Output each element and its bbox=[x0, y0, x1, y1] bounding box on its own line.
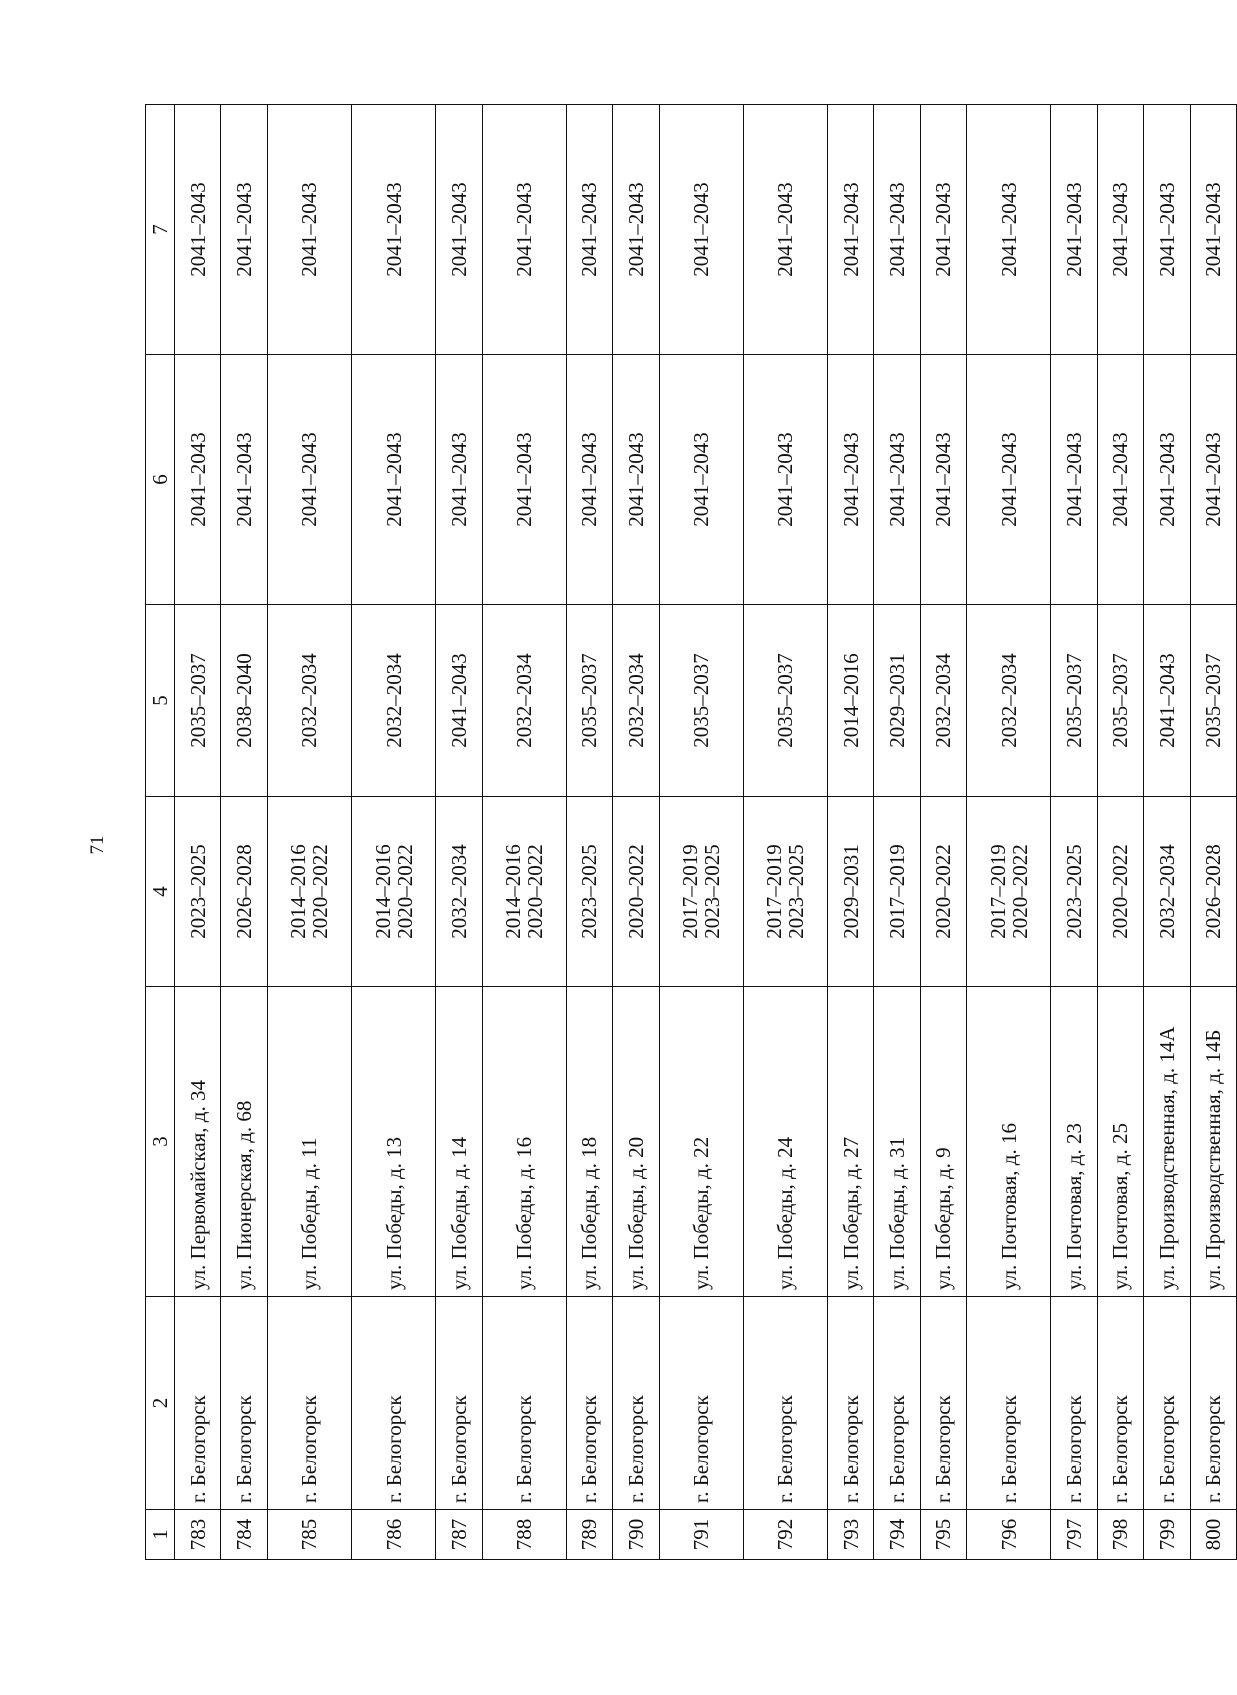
table-row bbox=[221, 105, 267, 1560]
city-cell: г. Белогорск bbox=[920, 1297, 966, 1510]
period-col5-cell: 2041–2043 bbox=[436, 605, 482, 797]
period-col7-cell: 2041–2043 bbox=[743, 105, 827, 355]
period-col6-cell: 2041–2043 bbox=[436, 355, 482, 605]
period-col4-cell bbox=[1051, 797, 1097, 987]
table-row bbox=[1051, 105, 1097, 1560]
city-cell: г. Белогорск bbox=[967, 1297, 1051, 1510]
address-cell: ул. Победы, д. 18 bbox=[566, 987, 612, 1297]
period-col6-cell: 2041–2043 bbox=[482, 355, 566, 605]
table-row bbox=[659, 105, 743, 1560]
period-col4-cell bbox=[967, 797, 1051, 987]
row-number-cell: 797 bbox=[1051, 1510, 1097, 1560]
row-number-cell: 798 bbox=[1097, 1510, 1143, 1560]
period-col4-cell bbox=[659, 797, 743, 987]
period-col4-cell bbox=[1144, 797, 1190, 987]
period-col6-cell: 2041–2043 bbox=[920, 355, 966, 605]
address-cell: ул. Победы, д. 11 bbox=[267, 987, 351, 1297]
row-number-cell: 790 bbox=[613, 1510, 659, 1560]
table-row bbox=[743, 105, 827, 1560]
period-line: 2026–2028 bbox=[1201, 844, 1226, 939]
address-cell: ул. Почтовая, д. 23 bbox=[1051, 987, 1097, 1297]
period-col4-cell bbox=[351, 797, 435, 987]
period-line: 2023–2025 bbox=[700, 844, 725, 939]
period-line: 2026–2028 bbox=[232, 844, 257, 939]
city-cell: г. Белогорск bbox=[482, 1297, 566, 1510]
period-col4-cell bbox=[566, 797, 612, 987]
period-line: 2014–2016 bbox=[286, 844, 311, 939]
period-line: 2020–2022 bbox=[1108, 844, 1133, 939]
address-cell: ул. Победы, д. 20 bbox=[613, 987, 659, 1297]
row-number-cell: 786 bbox=[351, 1510, 435, 1560]
table-row bbox=[874, 105, 920, 1560]
period-line: 2032–2034 bbox=[446, 844, 471, 939]
period-line: 2023–2025 bbox=[577, 844, 602, 939]
table-row bbox=[482, 105, 566, 1560]
period-line: 2020–2022 bbox=[523, 844, 548, 939]
period-col5-cell: 2032–2034 bbox=[351, 605, 435, 797]
city-cell: г. Белогорск bbox=[436, 1297, 482, 1510]
row-number-cell: 792 bbox=[743, 1510, 827, 1560]
header-cell: 7 bbox=[146, 105, 175, 355]
period-col7-cell: 2041–2043 bbox=[175, 105, 221, 355]
period-line: 2014–2016 bbox=[370, 844, 395, 939]
period-col6-cell: 2041–2043 bbox=[1097, 355, 1143, 605]
city-cell: г. Белогорск bbox=[743, 1297, 827, 1510]
period-col4-cell bbox=[1190, 797, 1236, 987]
row-number-cell: 791 bbox=[659, 1510, 743, 1560]
period-col5-cell: 2029–2031 bbox=[874, 605, 920, 797]
city-cell: г. Белогорск bbox=[1144, 1297, 1190, 1510]
period-col7-cell: 2041–2043 bbox=[1097, 105, 1143, 355]
period-col7-cell: 2041–2043 bbox=[221, 105, 267, 355]
rotated-table-frame bbox=[145, 105, 1237, 1560]
period-col7-cell: 2041–2043 bbox=[827, 105, 873, 355]
header-cell: 3 bbox=[146, 987, 175, 1297]
period-col5-cell: 2035–2037 bbox=[566, 605, 612, 797]
period-col7-cell: 2041–2043 bbox=[874, 105, 920, 355]
period-line: 2020–2022 bbox=[931, 844, 956, 939]
period-col5-cell: 2035–2037 bbox=[659, 605, 743, 797]
period-line: 2020–2022 bbox=[308, 844, 333, 939]
period-col5-cell: 2035–2037 bbox=[1190, 605, 1236, 797]
period-line: 2023–2025 bbox=[784, 844, 809, 939]
header-cell: 2 bbox=[146, 1297, 175, 1510]
address-cell: ул. Первомайская, д. 34 bbox=[175, 987, 221, 1297]
table-row bbox=[967, 105, 1051, 1560]
row-number-cell: 800 bbox=[1190, 1510, 1236, 1560]
period-col6-cell: 2041–2043 bbox=[221, 355, 267, 605]
table-row bbox=[827, 105, 873, 1560]
period-line: 2023–2025 bbox=[185, 844, 210, 939]
table-row bbox=[175, 105, 221, 1560]
address-cell: ул. Победы, д. 14 bbox=[436, 987, 482, 1297]
period-col7-cell: 2041–2043 bbox=[613, 105, 659, 355]
header-cell: 6 bbox=[146, 355, 175, 605]
city-cell: г. Белогорск bbox=[175, 1297, 221, 1510]
period-col4-cell bbox=[267, 797, 351, 987]
header-row bbox=[146, 105, 175, 1560]
period-col5-cell: 2032–2034 bbox=[267, 605, 351, 797]
city-cell: г. Белогорск bbox=[1190, 1297, 1236, 1510]
period-col7-cell: 2041–2043 bbox=[920, 105, 966, 355]
page-number: 71 bbox=[87, 835, 108, 855]
period-col4-cell bbox=[482, 797, 566, 987]
period-col5-cell: 2041–2043 bbox=[1144, 605, 1190, 797]
period-col6-cell: 2041–2043 bbox=[613, 355, 659, 605]
row-number-cell: 799 bbox=[1144, 1510, 1190, 1560]
period-col4-cell bbox=[743, 797, 827, 987]
table-row bbox=[613, 105, 659, 1560]
header-cell: 5 bbox=[146, 605, 175, 797]
period-col5-cell: 2014–2016 bbox=[827, 605, 873, 797]
period-col6-cell: 2041–2043 bbox=[351, 355, 435, 605]
period-col6-cell: 2041–2043 bbox=[566, 355, 612, 605]
period-line: 2020–2022 bbox=[392, 844, 417, 939]
period-col4-cell bbox=[827, 797, 873, 987]
address-cell: ул. Победы, д. 22 bbox=[659, 987, 743, 1297]
period-line: 2017–2019 bbox=[678, 844, 703, 939]
city-cell: г. Белогорск bbox=[613, 1297, 659, 1510]
row-number-cell: 793 bbox=[827, 1510, 873, 1560]
address-cell: ул. Пионерская, д. 68 bbox=[221, 987, 267, 1297]
address-cell: ул. Победы, д. 24 bbox=[743, 987, 827, 1297]
table-container bbox=[145, 105, 1237, 1560]
period-line: 2014–2016 bbox=[501, 844, 526, 939]
period-col6-cell: 2041–2043 bbox=[874, 355, 920, 605]
period-col5-cell: 2038–2040 bbox=[221, 605, 267, 797]
row-number-cell: 788 bbox=[482, 1510, 566, 1560]
period-col5-cell: 2032–2034 bbox=[920, 605, 966, 797]
period-line: 2029–2031 bbox=[838, 844, 863, 939]
table-row bbox=[1097, 105, 1143, 1560]
period-col5-cell: 2032–2034 bbox=[613, 605, 659, 797]
period-col6-cell: 2041–2043 bbox=[267, 355, 351, 605]
table-row bbox=[351, 105, 435, 1560]
period-col6-cell: 2041–2043 bbox=[827, 355, 873, 605]
period-line: 2023–2025 bbox=[1062, 844, 1087, 939]
period-col6-cell: 2041–2043 bbox=[743, 355, 827, 605]
address-cell: ул. Победы, д. 9 bbox=[920, 987, 966, 1297]
period-col7-cell: 2041–2043 bbox=[659, 105, 743, 355]
period-line: 2017–2019 bbox=[885, 844, 910, 939]
period-col7-cell: 2041–2043 bbox=[482, 105, 566, 355]
address-cell: ул. Производственная, д. 14Б bbox=[1190, 987, 1236, 1297]
period-col5-cell: 2035–2037 bbox=[1051, 605, 1097, 797]
table-row bbox=[267, 105, 351, 1560]
row-number-cell: 795 bbox=[920, 1510, 966, 1560]
period-col5-cell: 2035–2037 bbox=[175, 605, 221, 797]
address-cell: ул. Почтовая, д. 25 bbox=[1097, 987, 1143, 1297]
city-cell: г. Белогорск bbox=[267, 1297, 351, 1510]
row-number-cell: 783 bbox=[175, 1510, 221, 1560]
period-col5-cell: 2032–2034 bbox=[482, 605, 566, 797]
table-row bbox=[1190, 105, 1236, 1560]
period-col7-cell: 2041–2043 bbox=[351, 105, 435, 355]
period-col6-cell: 2041–2043 bbox=[1190, 355, 1236, 605]
address-cell: ул. Производственная, д. 14А bbox=[1144, 987, 1190, 1297]
city-cell: г. Белогорск bbox=[221, 1297, 267, 1510]
period-col7-cell: 2041–2043 bbox=[566, 105, 612, 355]
period-line: 2032–2034 bbox=[1154, 844, 1179, 939]
period-col5-cell: 2035–2037 bbox=[743, 605, 827, 797]
period-line: 2020–2022 bbox=[1007, 844, 1032, 939]
address-cell: ул. Победы, д. 27 bbox=[827, 987, 873, 1297]
period-col5-cell: 2035–2037 bbox=[1097, 605, 1143, 797]
header-cell: 1 bbox=[146, 1510, 175, 1560]
city-cell: г. Белогорск bbox=[1051, 1297, 1097, 1510]
table-body bbox=[175, 105, 1237, 1560]
period-col6-cell: 2041–2043 bbox=[1051, 355, 1097, 605]
city-cell: г. Белогорск bbox=[874, 1297, 920, 1510]
period-col4-cell bbox=[920, 797, 966, 987]
period-line: 2017–2019 bbox=[985, 844, 1010, 939]
period-col4-cell bbox=[874, 797, 920, 987]
address-cell: ул. Победы, д. 16 bbox=[482, 987, 566, 1297]
address-cell: ул. Победы, д. 13 bbox=[351, 987, 435, 1297]
period-col7-cell: 2041–2043 bbox=[1051, 105, 1097, 355]
period-col6-cell: 2041–2043 bbox=[175, 355, 221, 605]
period-line: 2017–2019 bbox=[762, 844, 787, 939]
table-row bbox=[566, 105, 612, 1560]
row-number-cell: 796 bbox=[967, 1510, 1051, 1560]
address-cell: ул. Победы, д. 31 bbox=[874, 987, 920, 1297]
period-col7-cell: 2041–2043 bbox=[1144, 105, 1190, 355]
period-col4-cell bbox=[221, 797, 267, 987]
period-line: 2020–2022 bbox=[623, 844, 648, 939]
period-col4-cell bbox=[175, 797, 221, 987]
period-col4-cell bbox=[436, 797, 482, 987]
table-row bbox=[1144, 105, 1190, 1560]
period-col6-cell: 2041–2043 bbox=[1144, 355, 1190, 605]
period-col4-cell bbox=[1097, 797, 1143, 987]
table-row bbox=[436, 105, 482, 1560]
header-cell: 4 bbox=[146, 797, 175, 987]
city-cell: г. Белогорск bbox=[566, 1297, 612, 1510]
row-number-cell: 789 bbox=[566, 1510, 612, 1560]
table-row bbox=[920, 105, 966, 1560]
city-cell: г. Белогорск bbox=[351, 1297, 435, 1510]
city-cell: г. Белогорск bbox=[827, 1297, 873, 1510]
period-col4-cell bbox=[613, 797, 659, 987]
city-cell: г. Белогорск bbox=[1097, 1297, 1143, 1510]
period-col6-cell: 2041–2043 bbox=[967, 355, 1051, 605]
row-number-cell: 784 bbox=[221, 1510, 267, 1560]
period-col7-cell: 2041–2043 bbox=[436, 105, 482, 355]
period-col7-cell: 2041–2043 bbox=[967, 105, 1051, 355]
address-cell: ул. Почтовая, д. 16 bbox=[967, 987, 1051, 1297]
period-col7-cell: 2041–2043 bbox=[267, 105, 351, 355]
period-col7-cell: 2041–2043 bbox=[1190, 105, 1236, 355]
schedule-table bbox=[145, 104, 1237, 1560]
row-number-cell: 787 bbox=[436, 1510, 482, 1560]
city-cell: г. Белогорск bbox=[659, 1297, 743, 1510]
row-number-cell: 794 bbox=[874, 1510, 920, 1560]
period-col6-cell: 2041–2043 bbox=[659, 355, 743, 605]
period-col5-cell: 2032–2034 bbox=[967, 605, 1051, 797]
row-number-cell: 785 bbox=[267, 1510, 351, 1560]
